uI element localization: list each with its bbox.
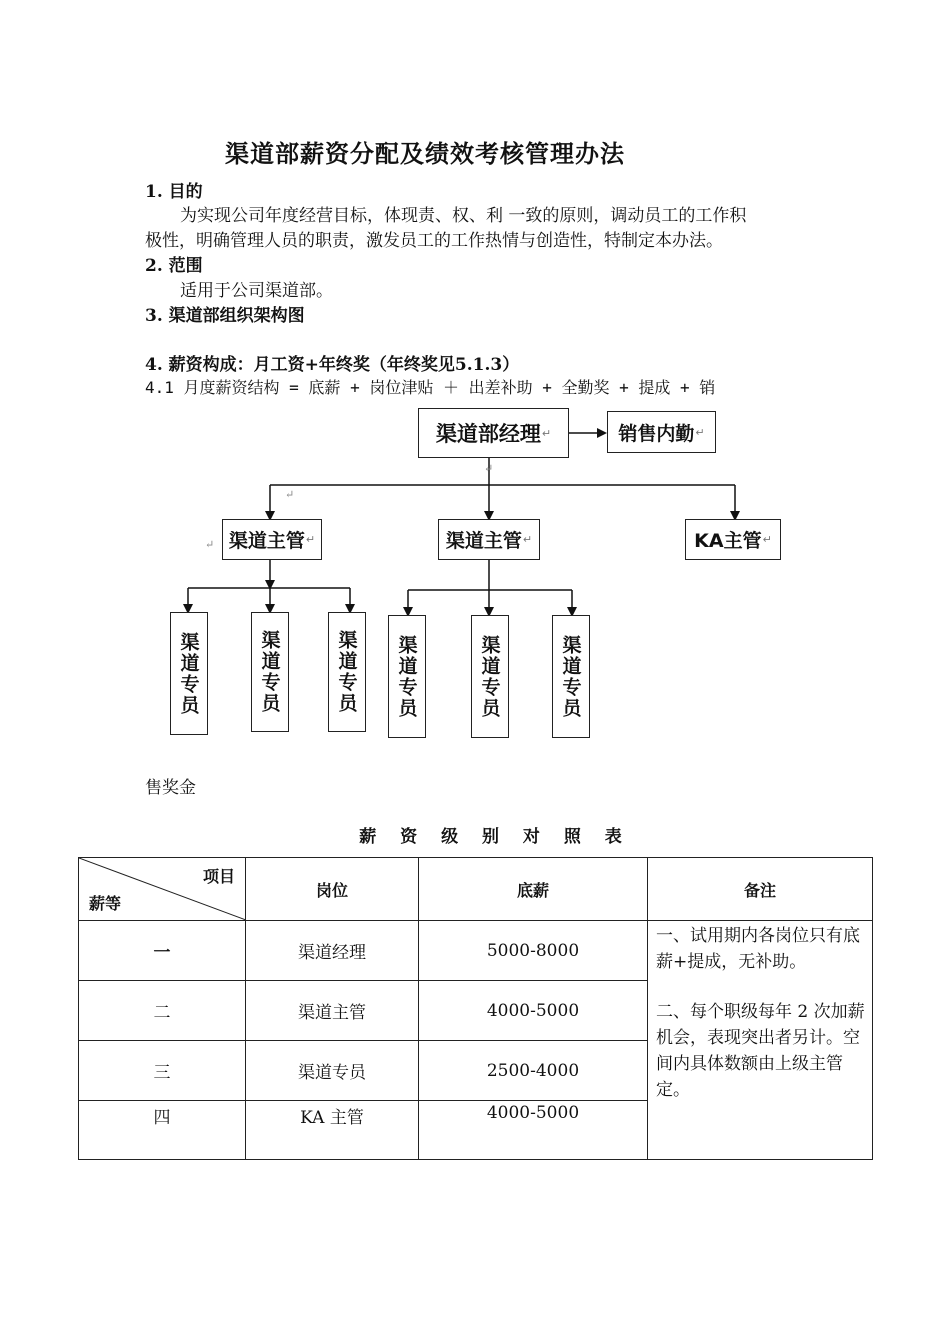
org-box-ka-supervisor: KA主管 ↵: [685, 519, 781, 560]
grade-cell: 一: [79, 921, 246, 981]
org-box-specialist: 渠道专员: [170, 612, 208, 735]
org-box-specialist: 渠道专员: [388, 615, 426, 738]
grade-cell: 四: [79, 1101, 246, 1160]
position-cell: 渠道主管: [246, 981, 419, 1041]
org-box-specialist: 渠道专员: [471, 615, 509, 738]
corner-header-cell: [79, 858, 246, 921]
base-salary-cell: 4000-5000: [419, 981, 648, 1041]
section-3-heading: 3. 渠道部组织架构图: [145, 306, 305, 326]
header-position: 岗位: [246, 858, 419, 921]
corner-label-grade: 薪等: [89, 894, 122, 913]
corner-label-item: 项目: [202, 867, 235, 886]
grade-cell: 二: [79, 981, 246, 1041]
position-cell: KA 主管: [246, 1101, 419, 1160]
section-1-heading: 1. 目的: [145, 182, 203, 202]
org-box-assistant: 销售内勤 ↵: [607, 411, 716, 453]
return-mark: ↵: [205, 538, 215, 551]
return-mark: ↵: [762, 533, 772, 546]
note-cell: [648, 921, 873, 1160]
org-box-manager: 渠道部经理 ↵: [418, 408, 569, 458]
base-salary-cell: 4000-5000: [419, 1101, 648, 1160]
return-mark: ↵: [541, 426, 552, 440]
section-4-1-text: 4.1 月度薪资结构 = 底薪 + 岗位津贴 ＋ 出差补助 + 全勤奖 + 提成 + 销: [145, 378, 716, 397]
return-mark: ↵: [522, 533, 533, 546]
section-2-text: 适用于公司渠道部。: [180, 281, 333, 301]
org-box-supervisor-left: 渠道主管 ↵: [222, 519, 322, 560]
org-box-supervisor-mid: 渠道主管 ↵: [438, 519, 540, 560]
table-header-row: [79, 858, 873, 921]
note-item-2: 二、每个职级每年 2 次加薪机会，表现突出者另计。空间内具体数额由上级主管定。: [656, 1002, 865, 1100]
position-cell: 渠道经理: [246, 921, 419, 981]
base-salary-cell: 5000-8000: [419, 921, 648, 981]
section-4-heading: 4. 薪资构成：月工资+年终奖（年终奖见5.1.3）: [145, 355, 520, 375]
salary-grade-table: [78, 857, 873, 1160]
return-mark: ↵: [285, 488, 295, 501]
section-4-1-continuation: 售奖金: [145, 778, 196, 798]
base-salary-cell: 2500-4000: [419, 1041, 648, 1101]
return-mark: ↵: [305, 533, 316, 546]
org-box-specialist: 渠道专员: [251, 612, 289, 732]
table-title: 薪 资 级 别 对 照 表: [359, 827, 631, 847]
document-title: 渠道部薪资分配及绩效考核管理办法: [225, 139, 625, 168]
note-item-1: 一、试用期内各岗位只有底薪+提成，无补助。: [656, 926, 860, 972]
return-mark: ↵: [484, 462, 494, 475]
header-note: 备注: [648, 858, 873, 921]
grade-cell: 三: [79, 1041, 246, 1101]
section-1-text-line-2: 极性，明确管理人员的职责，激发员工的工作热情与创造性，特制定本办法。: [145, 231, 723, 251]
org-box-specialist: 渠道专员: [552, 615, 590, 738]
header-base-salary: 底薪: [419, 858, 648, 921]
org-box-specialist: 渠道专员: [328, 612, 366, 732]
section-2-heading: 2. 范围: [145, 256, 203, 276]
return-mark: ↵: [695, 425, 705, 439]
section-1-text-line-1: 为实现公司年度经营目标，体现责、权、利 一致的原则，调动员工的工作积: [180, 206, 747, 226]
position-cell: 渠道专员: [246, 1041, 419, 1101]
table-row: [79, 921, 873, 981]
